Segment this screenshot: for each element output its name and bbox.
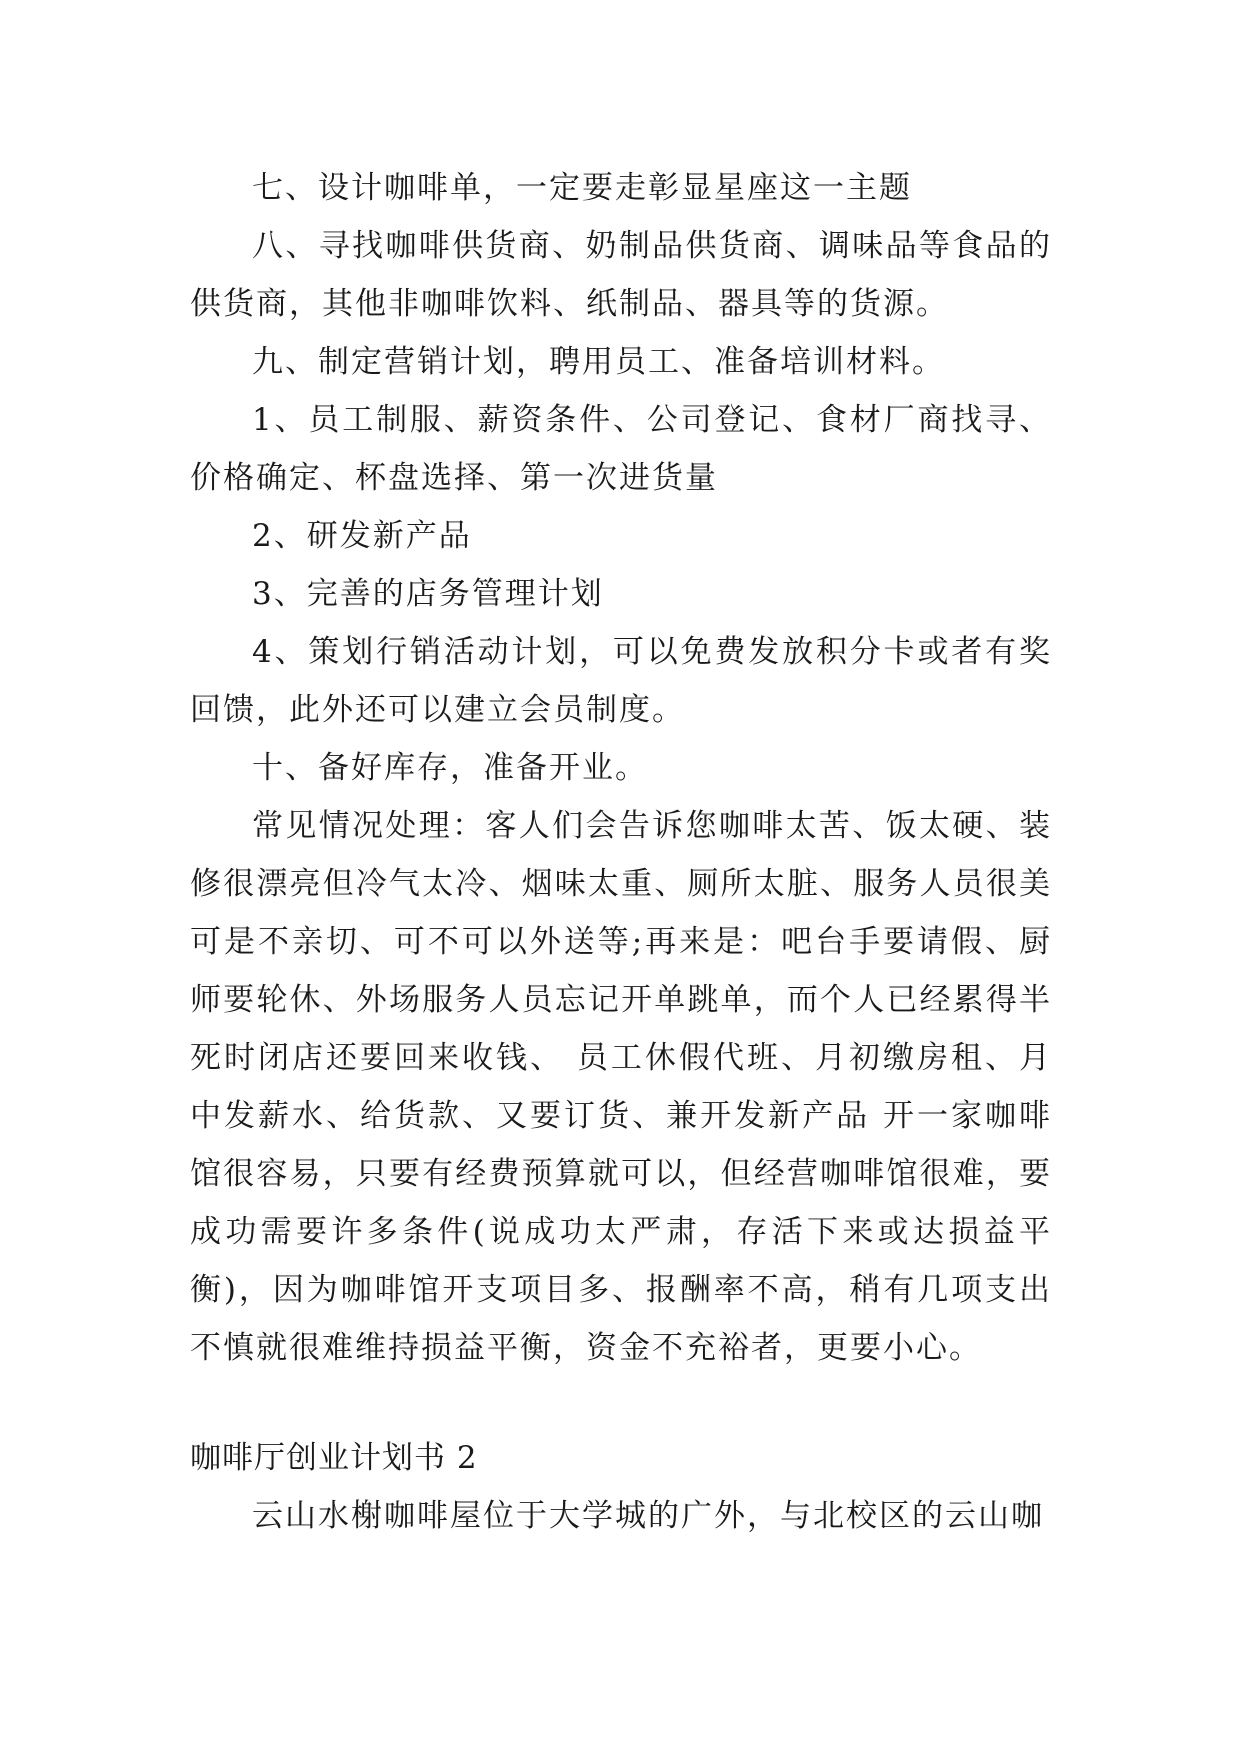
paragraph-item-8: 八、寻找咖啡供货商、奶制品供货商、调味品等食品的供货商，其他非咖啡饮料、纸制品、器具等的货源。 xyxy=(190,228,1052,322)
section-paragraph: 云山水榭咖啡屋位于大学城的广外，与北校区的云山咖 xyxy=(252,1498,1044,1534)
paragraph-item-9: 九、制定营销计划，聘用员工、准备培训材料。 xyxy=(252,344,945,380)
paragraph-subitem-2: 2、研发新产品 xyxy=(252,518,472,554)
paragraph-subitem-1: 1、员工制服、薪资条件、公司登记、食材厂商找寻、价格确定、杯盘选择、第一次进货量 xyxy=(190,402,1052,496)
paragraph-item-10: 十、备好库存，准备开业。 xyxy=(252,750,648,786)
section-heading: 咖啡厅创业计划书 2 xyxy=(190,1440,478,1476)
document-body xyxy=(190,159,1052,1545)
paragraph-subitem-3: 3、完善的店务管理计划 xyxy=(252,576,604,612)
paragraph-subitem-4: 4、策划行销活动计划，可以免费发放积分卡或者有奖回馈，此外还可以建立会员制度。 xyxy=(190,634,1052,728)
paragraph-item-7: 七、设计咖啡单，一定要走彰显星座这一主题 xyxy=(252,170,912,206)
paragraph-common-situations: 常见情况处理：客人们会告诉您咖啡太苦、饭太硬、装修很漂亮但冷气太冷、烟味太重、厕所太脏、服务人员很美可是不亲切、可不可以外送等;再来是：吧台手要请假、厨师要轮休、外场服务人员忘记开单跳单，而个人已经累得半死时闭店还要回来收钱、 员工休假代班、月初缴房租、月中发薪水、给货款、又要订货、兼开发新产品 开一家咖啡馆很容易，只要有经费预算就可以，但经营咖啡馆很难，要成功需要许多条件(说成功太严肃，存活下来或达损益平衡)，因为咖啡馆开支项目多、报酬率不高，稍有几项支出不慎就很难维持损益平衡，资金不充裕者，更要小心。 xyxy=(190,808,1052,1366)
